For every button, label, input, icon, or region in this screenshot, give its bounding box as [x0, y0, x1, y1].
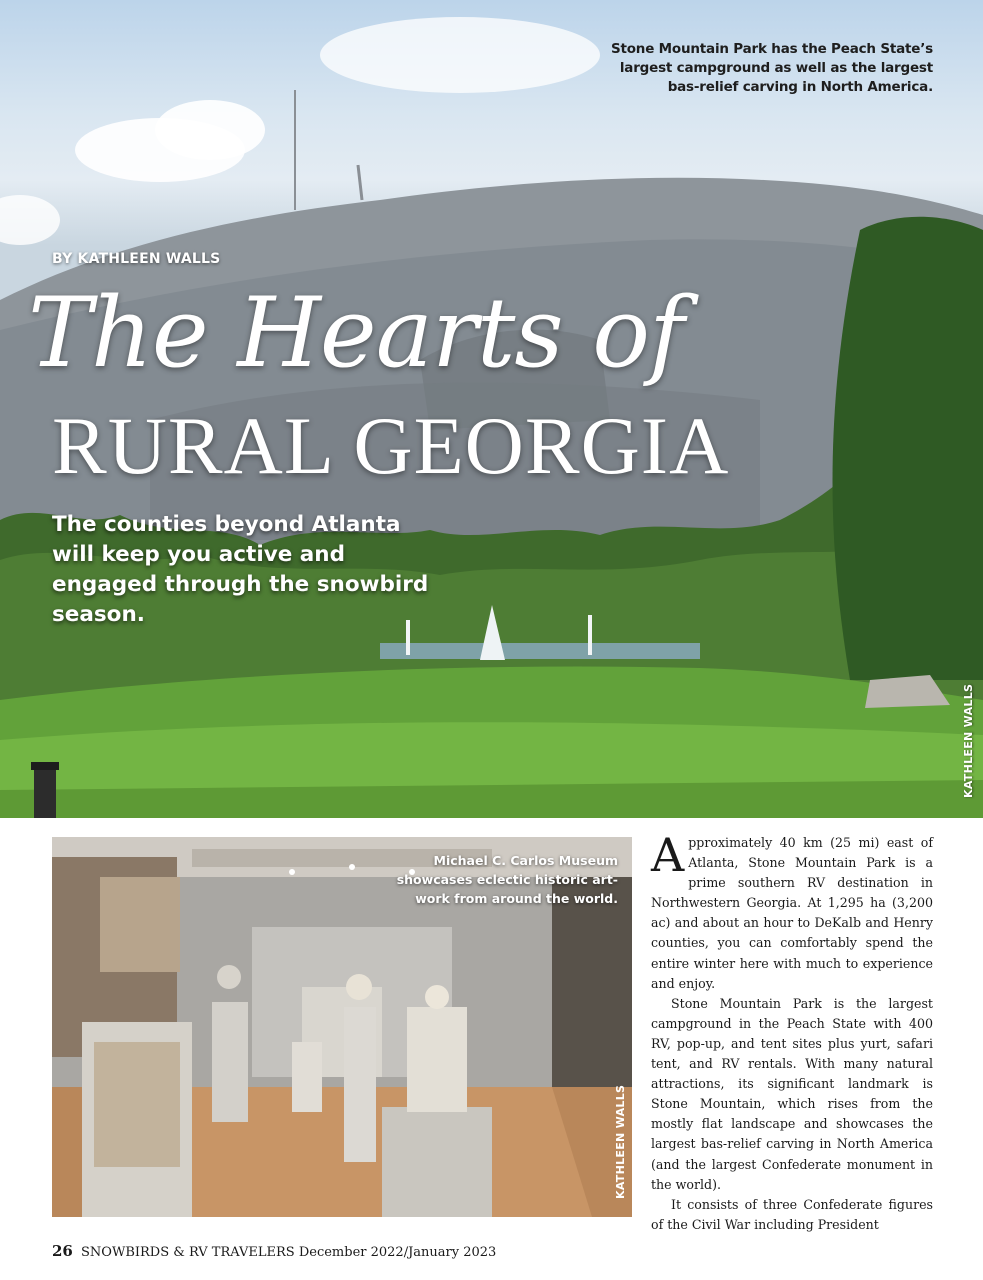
author-byline: BY KATHLEEN WALLS	[52, 251, 221, 267]
article-paragraph: Approximately 40 km (25 mi) east of Atlanta, Stone Mountain Park is a prime southern RV destination in Northwestern Georgia. At 1,295 ha (3,200 ac) and about an hour to DeKalb and Henry counties, you can comfortably spend the entire winter here with much to experience and enjoy.	[651, 828, 933, 991]
article-paragraph: Stone Mountain Park is the largest campground in the Peach State with 400 RV, pop-up, and tent sites plus yurt, safari tent, and RV rentals. With many natural attractions, its significant landmark is Stone Mountain, which rises from the mostly flat landscape and showcases the largest bas-relief carving in North America (and the largest Confederate monument in the world).	[651, 995, 933, 1192]
article-paragraph: It consists of three Confederate figures of the Civil War including President	[651, 1196, 933, 1232]
article-body	[651, 828, 933, 1235]
page-number: 26	[52, 1242, 73, 1260]
deck-subtitle: The counties beyond Atlanta will keep you active and engaged through the snowbird season.	[52, 512, 429, 627]
issue-date: December 2022/January 2023	[298, 1245, 497, 1260]
museum-photo-credit: KATHLEEN WALLS	[614, 1084, 627, 1199]
headline-main: RURAL GEORGIA	[52, 400, 730, 491]
museum-photo	[52, 837, 632, 1217]
drop-cap: A	[651, 828, 685, 882]
page-footer	[52, 1242, 496, 1260]
hero-photo-credit: KATHLEEN WALLS	[962, 683, 975, 798]
museum-photo-caption: Michael C. Carlos Museum showcases eclectic historic art- work from around the world.	[396, 853, 618, 906]
headline-script: The Hearts of	[28, 277, 684, 389]
magazine-name: SNOWBIRDS & RV TRAVELERS	[81, 1245, 295, 1260]
hero-photo-caption: Stone Mountain Park has the Peach State’s largest campground as well as the largest bas-relief carving in North America.	[610, 41, 933, 95]
